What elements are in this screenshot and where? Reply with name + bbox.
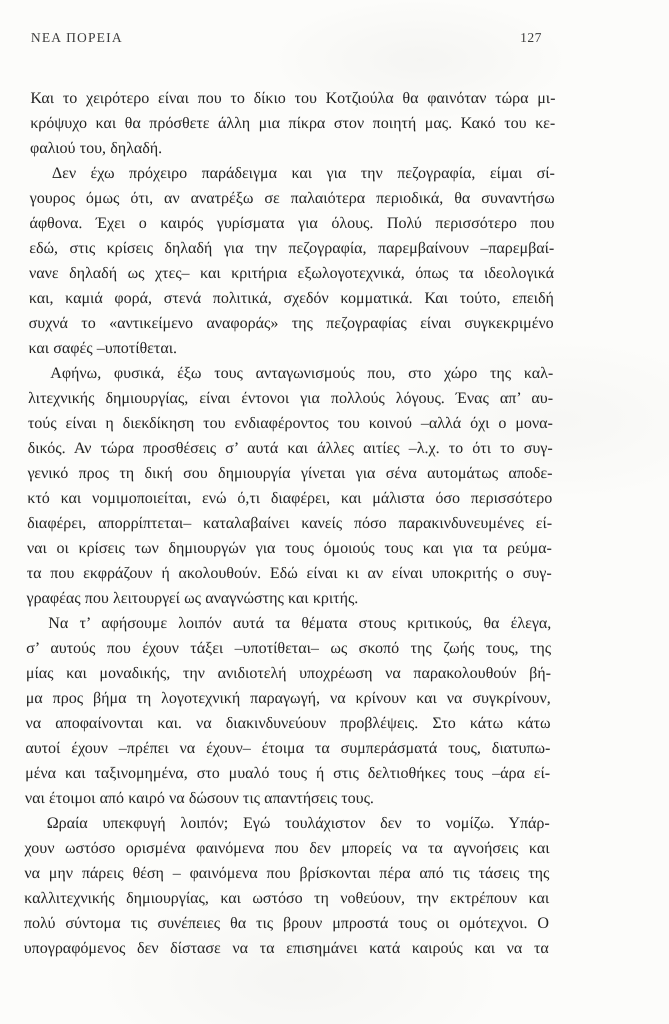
paragraph (26, 361, 553, 611)
text-line: φαλιού του, δηλαδή. (30, 140, 163, 157)
text-line: ναι έτοιμοι από καιρό να δώσουν τις απαντήσεις τους. (24, 790, 375, 807)
text-line: μένα και ταξινομημένα, στο μυαλό τους ή στις δελτιοθήκες τους –άρα εί- (25, 765, 551, 782)
scanned-text-block (24, 30, 556, 961)
text-line: διαφέρει, απορρίπτεται– καταλαβαίνει κανείς πόσο παρακινδυνευμένες εί- (27, 515, 553, 532)
text-line: αυτοί έχουν –πρέπει να έχουν– έτοιμα τα συμπεράσματά τους, διατυπω- (25, 740, 551, 757)
text-line: να αποφαίνονται και. να διακινδυνεύουν προβλέψεις. Στο κάτω κάτω (25, 715, 551, 732)
text-line: και σαφές –υποτίθεται. (28, 340, 178, 357)
paragraph (30, 86, 556, 161)
text-line: υπογραφόμενος δεν δίστασε να τα επισημάνει κατά καιρούς και να τα (23, 940, 549, 957)
paragraph (28, 161, 555, 361)
paragraph (24, 811, 550, 961)
text-line: εδώ, στις κρίσεις δηλαδή για την πεζογραφία, παρεμβαίνουν –παρεμβαί- (29, 240, 555, 257)
text-line: Ωραία υπεκφυγή λοιπόν; Εγώ τουλάχιστον δεν το νομίζω. Υπάρ- (46, 815, 550, 832)
text-line: χουν ωστόσο ορισμένα φαινόμενα που δεν μπορείς να τα αγνοήσεις και (24, 840, 550, 857)
text-line: άφθονα. Έχει ο καιρός γυρίσματα για όλους. Πολύ περισσότερο που (29, 215, 555, 232)
text-line: νανε δηλαδή ως χτες– και κριτήρια εξωλογοτεχνικά, όπως τα ιδεολογικά (29, 265, 555, 282)
text-line: γενικό προς τη δική σου δημιουργία γίνεται για σένα αυτομάτως αποδε- (27, 465, 553, 482)
text-line: Να τ’ αφήσουμε λοιπόν αυτά τα θέματα στους κριτικούς, θα έλεγα, (48, 615, 552, 632)
text-line: Αφήνω, φυσικά, έξω τους ανταγωνισμούς που, στο χώρο της καλ- (50, 365, 554, 382)
running-title: ΝΕΑ ΠΟΡΕΙΑ (30, 30, 123, 45)
page-header (31, 30, 556, 46)
text-line: καλλιτεχνικής δημιουργίας, και ωστόσο τη νοθεύουν, την εκτρέπουν και (24, 890, 550, 907)
text-line: γουρος όμως ότι, αν ανατρέξω σε παλαιότερα περιοδικά, θα συναντήσω (29, 190, 555, 207)
text-line: δικός. Αν τώρα προσθέσεις σ’ αυτά και άλλες αιτίες –λ.χ. το ότι το συγ- (27, 440, 553, 457)
text-line: κρόψυχο και θα πρόσθετε άλλη μια πίκρα στον ποιητή μας. Κακό του κε- (30, 115, 556, 132)
text-line: συχνά το «αντικείμενο αναφοράς» της πεζογραφίας είναι συγκεκριμένο (28, 315, 554, 332)
text-line: τα που εκφράζουν ή ακολουθούν. Εδώ είναι κι αν είναι υποκριτής ο συγ- (26, 565, 552, 582)
paragraph (25, 611, 552, 811)
text-line: και, καμιά φορά, στενά πολιτικά, σχεδόν κομματικά. Και τούτο, επειδή (28, 290, 554, 307)
page-number: 127 (520, 30, 542, 45)
text-line: λιτεχνικής δημιουργίας, είναι έντονοι για πολλούς λόγους. Ένας απ’ αυ- (28, 390, 554, 407)
text-line: να μην πάρεις θέση – φαινόμενα που βρίσκονται πέρα από τις τάσεις της (24, 865, 550, 882)
text-line: Δεν έχω πρόχειρο παράδειγμα και για την πεζογραφία, είμαι σί- (51, 165, 555, 182)
text-line: σ’ αυτούς που έχουν τάξει –υποτίθεται– ως σκοπό της ζωής τους, της (26, 640, 552, 657)
text-line: μα προς βήμα τη λογοτεχνική παραγωγή, να κρίνουν και να συγκρίνουν, (25, 690, 551, 707)
text-line: γραφέας που λειτουργεί ως αναγνώστης και κριτής. (26, 590, 359, 607)
text-line: μίας και μοναδικής, την ανιδιοτελή υποχρέωση να παρακολουθούν βή- (25, 665, 552, 682)
text-line: κτό και νομιμοποιείται, ενώ ό,τι διαφέρει, και μάλιστα όσο περισσότερο (27, 490, 553, 507)
text-line: Και το χειρότερο είναι που το δίκιο του Κοτζιούλα θα φαινόταν τώρα μι- (30, 90, 556, 107)
text-line: ναι οι κρίσεις των δημιουργών για τους όμοιούς τους και για τα ρεύμα- (26, 540, 552, 557)
text-line: πολύ σύντομα τις συνέπειες θα τις βρουν μπροστά τους οι ομότεχνοι. Ο (23, 915, 550, 932)
text-line: τούς είναι η διεκδίκηση του ενδιαφέροντος του κοινού –αλλά όχι ο μονα- (27, 415, 553, 432)
page-body (24, 86, 556, 961)
